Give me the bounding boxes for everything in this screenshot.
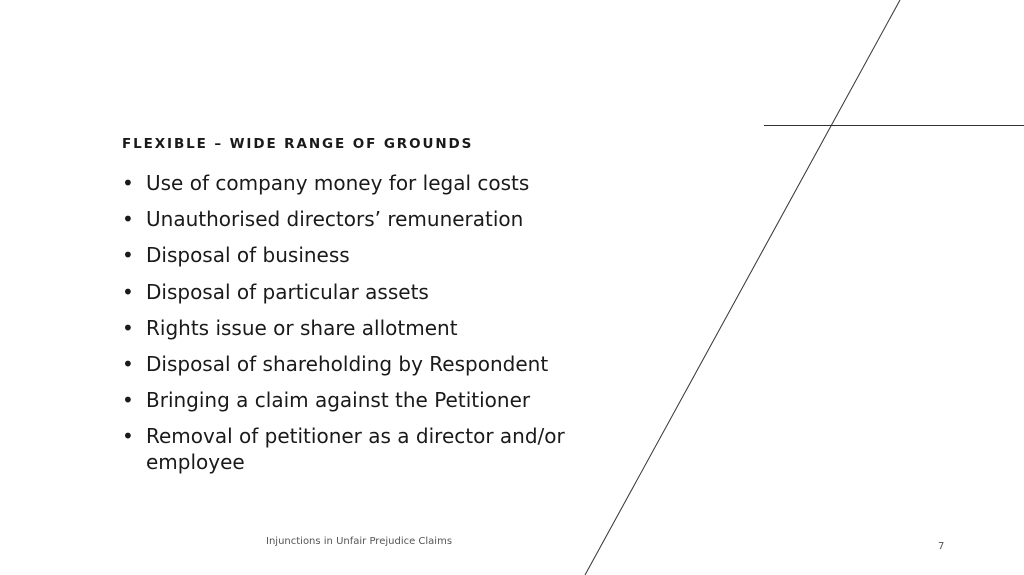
bullet-icon: • xyxy=(122,315,134,340)
bullet-icon: • xyxy=(122,279,134,304)
bullet-icon: • xyxy=(122,207,134,232)
bullet-icon: • xyxy=(122,243,134,268)
bullet-list xyxy=(122,170,592,486)
bullet-icon: • xyxy=(122,424,134,449)
bullet-icon: • xyxy=(122,388,134,413)
bullet-item xyxy=(122,387,592,413)
slide-footer: Injunctions in Unfair Prejudice Claims xyxy=(266,536,453,547)
bullet-item xyxy=(122,423,592,475)
bullet-item xyxy=(122,279,592,305)
slide-title: FLEXIBLE – WIDE RANGE OF GROUNDS xyxy=(122,136,474,152)
bullet-item xyxy=(122,242,592,268)
bullet-text: Use of company money for legal costs xyxy=(146,171,530,195)
bullet-item xyxy=(122,315,592,341)
bullet-text: Removal of petitioner as a director and/or employee xyxy=(146,424,565,475)
page-number: 7 xyxy=(938,541,945,552)
bullet-text: Disposal of particular assets xyxy=(146,279,429,304)
diagonal-line xyxy=(585,0,900,575)
bullet-icon: • xyxy=(122,171,134,195)
bullet-text: Bringing a claim against the Petitioner xyxy=(146,388,531,413)
bullet-text: Disposal of business xyxy=(146,243,350,268)
bullet-icon: • xyxy=(122,351,134,376)
bullet-text: Disposal of shareholding by Respondent xyxy=(146,351,549,376)
bullet-text: Rights issue or share allotment xyxy=(146,315,458,340)
bullet-item xyxy=(122,206,592,232)
bullet-item xyxy=(122,170,592,196)
bullet-text: Unauthorised directors’ remuneration xyxy=(146,207,524,232)
bullet-item xyxy=(122,351,592,377)
